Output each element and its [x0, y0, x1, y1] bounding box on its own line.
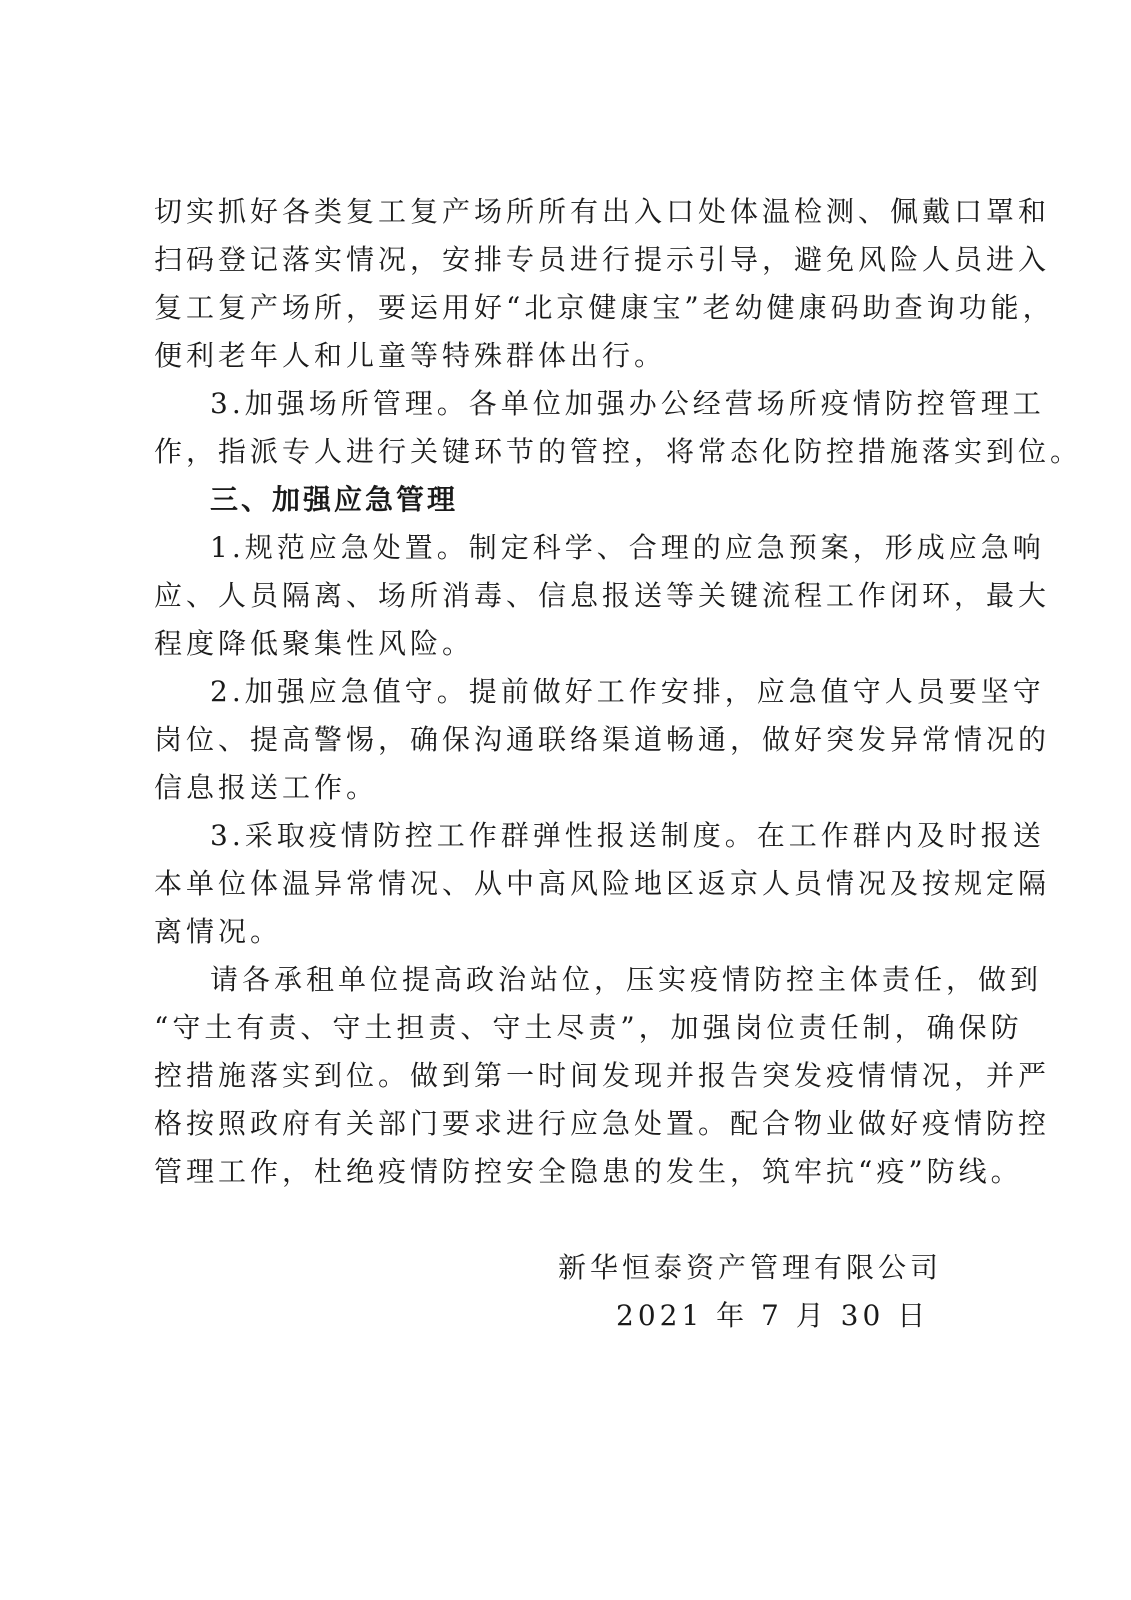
- paragraph4-line-3: 信息报送工作。: [154, 771, 379, 804]
- paragraph1-line-3: 复工复产场所，要运用好“北京健康宝”老幼健康码助查询功能，: [154, 291, 1055, 324]
- paragraph1-line-1: 切实抓好各类复工复产场所所有出入口处体温检测、佩戴口罩和: [154, 195, 1051, 228]
- signature-date: 2021 年 7 月 30 日: [616, 1299, 930, 1332]
- paragraph4-line-2: 岗位、提高警惕，确保沟通联络渠道畅通，做好突发异常情况的: [154, 723, 1051, 756]
- paragraph5-line-3: 离情况。: [154, 915, 283, 948]
- section-heading: 三、加强应急管理: [210, 483, 459, 516]
- paragraph6-line-4: 格按照政府有关部门要求进行应急处置。配合物业做好疫情防控: [154, 1107, 1051, 1140]
- paragraph3-line-2: 应、人员隔离、场所消毒、信息报送等关键流程工作闭环，最大: [154, 579, 1051, 612]
- paragraph5-line-1: 3.采取疫情防控工作群弹性报送制度。在工作群内及时报送: [210, 819, 1045, 852]
- paragraph1-line-4: 便利老年人和儿童等特殊群体出行。: [154, 339, 667, 372]
- paragraph2-line-2: 作，指派专人进行关键环节的管控，将常态化防控措施落实到位。: [154, 435, 1083, 468]
- paragraph1-line-2: 扫码登记落实情况，安排专员进行提示引导，避免风险人员进入: [154, 243, 1051, 276]
- paragraph6-line-3: 控措施落实到位。做到第一时间发现并报告突发疫情情况，并严: [154, 1059, 1051, 1092]
- paragraph3-line-3: 程度降低聚集性风险。: [154, 627, 475, 660]
- paragraph3-line-1: 1.规范应急处置。制定科学、合理的应急预案，形成应急响: [210, 531, 1045, 564]
- paragraph6-line-2: “守土有责、守土担责、守土尽责”，加强岗位责任制，确保防: [154, 1011, 1023, 1044]
- paragraph5-line-2: 本单位体温异常情况、从中高风险地区返京人员情况及按规定隔: [154, 867, 1051, 900]
- signature-company: 新华恒泰资产管理有限公司: [558, 1251, 943, 1284]
- paragraph6-line-1: 请各承租单位提高政治站位，压实疫情防控主体责任，做到: [210, 963, 1043, 996]
- paragraph2-line-1: 3.加强场所管理。各单位加强办公经营场所疫情防控管理工: [210, 387, 1045, 420]
- paragraph4-line-1: 2.加强应急值守。提前做好工作安排，应急值守人员要坚守: [210, 675, 1045, 708]
- paragraph6-line-5: 管理工作，杜绝疫情防控安全隐患的发生，筑牢抗“疫”防线。: [154, 1155, 1023, 1188]
